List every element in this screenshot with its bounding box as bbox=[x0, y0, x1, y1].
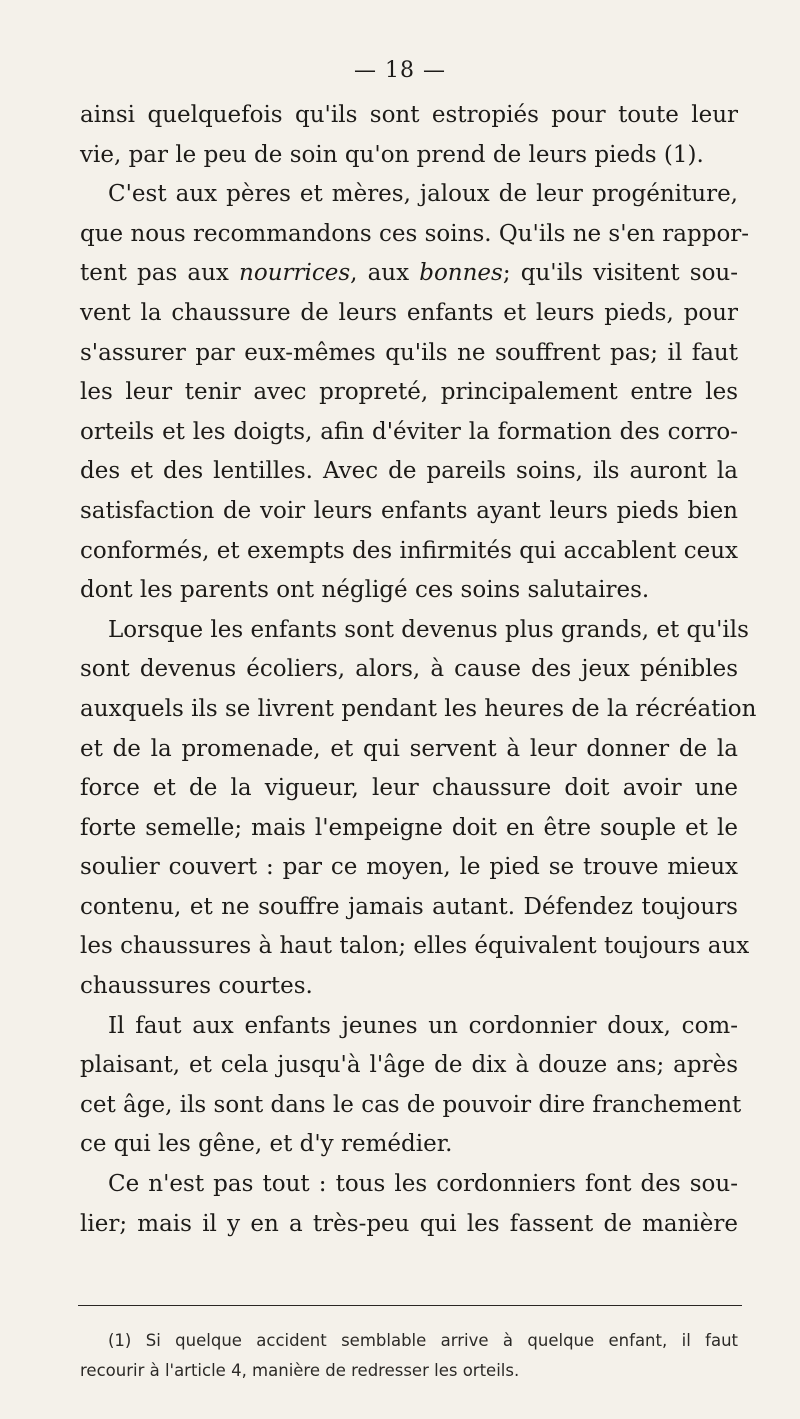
text-line: conformés, et exempts des infirmités qui accablent ceux bbox=[80, 537, 738, 564]
text-line: chaussures courtes. bbox=[80, 973, 313, 1000]
text-line: s'assurer par eux-mêmes qu'ils ne souffrent pas; il faut bbox=[80, 339, 738, 366]
text-line: Lorsque les enfants sont devenus plus grands, et qu'ils bbox=[108, 616, 749, 643]
text-line: C'est aux pères et mères, jaloux de leur progéniture, bbox=[108, 181, 738, 208]
text-line: Il faut aux enfants jeunes un cordonnier doux, com- bbox=[108, 1012, 738, 1039]
text-line: ainsi quelquefois qu'ils sont estropiés pour toute leur bbox=[80, 102, 738, 128]
text-line: vent la chaussure de leurs enfants et leurs pieds, pour bbox=[80, 299, 738, 326]
text-line: ce qui les gêne, et d'y remédier. bbox=[80, 1131, 453, 1158]
text-fragment: tent pas aux bbox=[80, 260, 240, 287]
text-fragment: , aux bbox=[350, 260, 420, 287]
text-line: orteils et les doigts, afin d'éviter la formation des corro- bbox=[80, 418, 738, 445]
text-line: force et de la vigueur, leur chaussure doit avoir une bbox=[80, 775, 738, 802]
text-line: les chaussures à haut talon; elles équivalent toujours aux bbox=[80, 933, 750, 960]
text-line: satisfaction de voir leurs enfants ayant leurs pieds bien bbox=[80, 497, 738, 524]
text-line: auxquels ils se livrent pendant les heures de la récréation bbox=[80, 695, 757, 722]
text-line: sont devenus écoliers, alors, à cause des jeux pénibles bbox=[80, 656, 738, 683]
text-line: soulier couvert : par ce moyen, le pied se trouve mieux bbox=[80, 854, 738, 881]
text-line: plaisant, et cela jusqu'à l'âge de dix à douze ans; après bbox=[80, 1052, 738, 1079]
body-text bbox=[80, 96, 757, 1244]
text-line bbox=[80, 254, 738, 294]
italic-word: nourrices bbox=[239, 260, 351, 287]
footnote bbox=[80, 1326, 738, 1386]
footnote-line: (1) Si quelque accident semblable arrive à quelque enfant, il faut bbox=[108, 1331, 738, 1350]
text-line: que nous recommandons ces soins. Qu'ils ne s'en rappor- bbox=[80, 220, 750, 247]
text-line: dont les parents ont négligé ces soins salutaires. bbox=[80, 577, 650, 604]
italic-word: bonnes bbox=[419, 260, 503, 287]
text-line: les leur tenir avec propreté, principalement entre les bbox=[80, 379, 738, 406]
text-line: forte semelle; mais l'empeigne doit en être souple et le bbox=[80, 814, 738, 841]
text-line: cet âge, ils sont dans le cas de pouvoir dire franchement bbox=[80, 1091, 742, 1118]
text-line: Ce n'est pas tout : tous les cordonniers font des sou- bbox=[108, 1171, 738, 1198]
footnote-line: recourir à l'article 4, manière de redresser les orteils. bbox=[80, 1361, 520, 1380]
text-fragment: ; qu'ils visitent sou- bbox=[502, 260, 738, 287]
text-line: contenu, et ne souffre jamais autant. Défendez toujours bbox=[80, 893, 738, 920]
text-line: vie, par le peu de soin qu'on prend de leurs pieds (1). bbox=[80, 141, 704, 168]
text-line: des et des lentilles. Avec de pareils soins, ils auront la bbox=[80, 458, 738, 485]
page-number: — 18 — bbox=[354, 58, 446, 83]
footnote-divider bbox=[78, 1305, 742, 1306]
text-line: lier; mais il y en a très-peu qui les fassent de manière bbox=[80, 1210, 738, 1237]
text-line: et de la promenade, et qui servent à leur donner de la bbox=[80, 735, 738, 762]
